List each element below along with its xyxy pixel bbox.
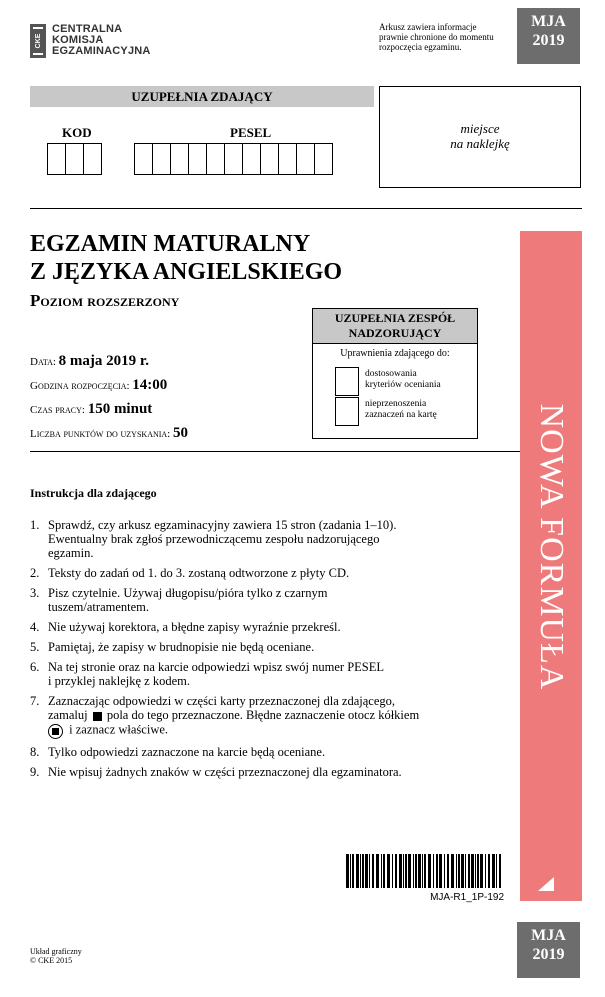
pesel-cell[interactable] [314,143,333,175]
footer-credit [30,947,82,965]
footer-line: © CKE 2015 [30,956,73,965]
item-text [48,620,341,634]
barcode-bar [376,854,379,888]
barcode-bar [461,854,464,888]
option-line: kryteriów oceniania [365,380,441,390]
exam-code: MJA [531,13,566,30]
option-text [365,369,441,391]
candidate-fill-bar: UZUPEŁNIA ZDAJĄCY [30,86,374,107]
option-no-transfer[interactable] [335,397,437,426]
duration-value: 150 minut [87,401,153,417]
confidential-notice [379,22,509,52]
barcode-icon [346,854,504,888]
exam-code-badge-bottom [517,922,580,978]
corner-triangle-icon [538,877,554,891]
item-line: Sprawdź, czy arkusz egzaminacyjny zawiera 15 stron (zadania 1–10). [48,518,397,532]
item-number: 8. [30,745,40,759]
barcode-bar [369,854,370,888]
date-value: 8 maja 2019 r. [58,353,149,369]
barcode-bar [475,854,476,888]
supervisor-box [312,308,478,439]
kod-cell[interactable] [65,143,84,175]
new-formula-band [520,231,582,901]
barcode-bar [447,854,449,888]
pesel-cell[interactable] [188,143,207,175]
barcode-bar [392,854,393,888]
divider [30,451,520,452]
barcode-bar [424,854,426,888]
barcode-bar [456,854,457,888]
pesel-cell[interactable] [296,143,315,175]
logo-text [52,24,151,57]
item-text [48,745,325,759]
barcode-bar [399,854,402,888]
item-line: Pisz czytelnie. Używaj długopisu/pióra tylko z czarnym [48,586,328,600]
instruction-item [30,586,510,614]
pesel-cell[interactable] [206,143,225,175]
barcode-bar [468,854,470,888]
pesel-cell[interactable] [278,143,297,175]
pesel-cell[interactable] [260,143,279,175]
barcode-bar [418,854,421,888]
item-text [48,640,314,654]
points-value: 50 [173,425,188,441]
supervisor-box-header [313,309,477,344]
exam-title-line2: Z JĘZYKA ANGIELSKIEGO [30,259,343,285]
barcode-bar [496,854,497,888]
barcode-bar [381,854,382,888]
exam-title-line1: EGZAMIN MATURALNY [30,231,311,257]
band-text: NOWA FORMUŁA [533,403,570,691]
barcode-bar [383,854,385,888]
barcode-bar [433,854,434,888]
barcode-bar [387,854,390,888]
notice-line: prawnie chronione do momentu [379,32,494,42]
barcode-bar [365,854,368,888]
barcode-bar [444,854,445,888]
item-fragment: zamaluj [48,708,88,722]
instruction-item [30,694,510,739]
exam-level: Poziom rozszerzony [30,291,180,310]
barcode-bar [458,854,460,888]
barcode-bar [346,854,349,888]
exam-date [30,353,149,370]
notice-line: rozpoczęcia egzaminu. [379,42,462,52]
item-line: Tylko odpowiedzi zaznaczone na karcie będą oceniane. [48,745,326,759]
item-text [48,765,402,779]
kod-input[interactable] [47,143,101,175]
item-line: tuszem/atramentem. [48,600,150,614]
barcode-bar [403,854,404,888]
pesel-cell[interactable] [224,143,243,175]
item-text [48,694,419,739]
cke-logo [30,22,190,62]
instruction-item [30,620,510,634]
supervisor-head-line: NADZORUJĄCY [348,326,442,340]
item-number: 1. [30,518,40,532]
item-text [48,660,384,688]
item-text [48,586,327,614]
logo-line: EGZAMINACYJNA [52,45,151,57]
item-text [48,566,349,580]
barcode-bar [360,854,361,888]
barcode-bar [485,854,486,888]
item-line: Pamiętaj, że zapisy w brudnopisie nie będą oceniane. [48,640,315,654]
item-number: 9. [30,765,40,779]
item-number: 5. [30,640,40,654]
barcode-bar [436,854,438,888]
pesel-cell[interactable] [134,143,153,175]
item-line: Nie używaj korektora, a błędne zapisy wyraźnie przekreśl. [48,620,341,634]
checkbox-adjust-criteria[interactable] [335,367,359,396]
barcode-bar [352,854,354,888]
exam-duration [30,401,152,418]
barcode-label: MJA-R1_1P-192 [430,892,504,903]
pesel-cell[interactable] [152,143,171,175]
cke-logo-mark-text: CKE [35,33,42,49]
barcode-bar [356,854,359,888]
option-line: nieprzenoszenia [365,399,427,409]
barcode-bar [471,854,474,888]
barcode-bar [415,854,417,888]
option-adjust-criteria[interactable] [335,367,441,396]
pesel-cell[interactable] [170,143,189,175]
supervisor-subtitle: Uprawnienia zdającego do: [340,348,450,359]
barcode-bar [492,854,495,888]
item-number: 7. [30,694,40,708]
footer-line: Układ graficzny [30,947,82,956]
exam-code: MJA [531,927,566,944]
item-line: Teksty do zadań od 1. do 3. zostaną odtworzone z płyty CD. [48,566,350,580]
filled-square-icon [93,712,102,721]
item-number: 6. [30,660,40,674]
exam-start [30,377,167,394]
instruction-item [30,566,510,580]
barcode-bar [405,854,407,888]
option-line: zaznaczeń na kartę [365,410,437,420]
instruction-item [30,745,510,759]
item-line [48,722,419,739]
option-line: dostosowania [365,369,417,379]
exam-year: 2019 [532,946,565,963]
item-line: egzamin. [48,546,94,560]
date-label: Data: [30,356,56,368]
item-fragment: i zaznacz właściwe. [69,722,169,737]
item-line: Ewentualny brak zgłoś przewodniczącemu zespołu nadzorującego [48,532,380,546]
barcode-bar [439,854,442,888]
instruction-item [30,518,510,560]
barcode-bar [350,854,351,888]
exam-code-badge-top [517,8,580,64]
item-line: Nie wpisuj żadnych znaków w części przeznaczonej dla egzaminatora. [48,765,402,779]
option-text [365,399,437,421]
barcode-bar [413,854,414,888]
barcode-bar [395,854,397,888]
supervisor-head-line: UZUPEŁNIA ZESPÓŁ [334,311,456,325]
points-label: Liczba punktów do uzyskania: [30,428,171,440]
instructions-title: Instrukcja dla zdającego [30,486,157,500]
barcode-bar [362,854,364,888]
notice-line: Arkusz zawiera informacje [379,22,477,32]
instruction-item [30,640,510,654]
barcode-bar [477,854,479,888]
divider [30,208,582,209]
item-fragment: pola do tego przeznaczone. Błędne zaznaczenie otocz kółkiem [106,708,420,722]
logo-line: CENTRALNA [52,23,123,35]
item-line: Na tej stronie oraz na karcie odpowiedzi wpisz swój numer PESEL [48,660,385,674]
barcode-bar [428,854,431,888]
item-number: 2. [30,566,40,580]
kod-cell[interactable] [47,143,66,175]
item-line: i przyklej naklejkę z kodem. [48,674,190,688]
checkbox-no-transfer[interactable] [335,397,359,426]
instruction-item [30,765,510,779]
barcode-bar [422,854,423,888]
item-number: 3. [30,586,40,600]
barcode-bar [451,854,454,888]
start-label: Godzina rozpoczęcia: [30,380,130,392]
start-value: 14:00 [132,377,168,393]
cke-logo-mark [30,24,46,58]
kod-label: KOD [62,125,92,140]
item-text [48,518,396,560]
item-line [48,708,419,722]
item-line: Zaznaczając odpowiedzi w części karty przeznaczonej dla zdającego, [48,694,396,708]
logo-line: KOMISJA [52,34,104,46]
instruction-item [30,660,510,688]
sticker-area [379,86,581,188]
duration-label: Czas pracy: [30,404,85,416]
pesel-label: PESEL [230,125,272,140]
barcode-bar [480,854,483,888]
exam-year: 2019 [532,32,565,49]
pesel-cell[interactable] [242,143,261,175]
kod-cell[interactable] [83,143,102,175]
pesel-input[interactable] [134,143,332,175]
barcode-bar [408,854,411,888]
exam-points [30,425,188,442]
barcode-bar [372,854,374,888]
instructions-list [30,518,510,785]
sticker-line: miejsce [460,121,500,136]
barcode-bar [488,854,490,888]
circled-square-icon [48,724,63,739]
barcode-bar [465,854,466,888]
item-number: 4. [30,620,40,634]
sticker-line: na naklejkę [450,136,510,151]
barcode-bar [499,854,501,888]
